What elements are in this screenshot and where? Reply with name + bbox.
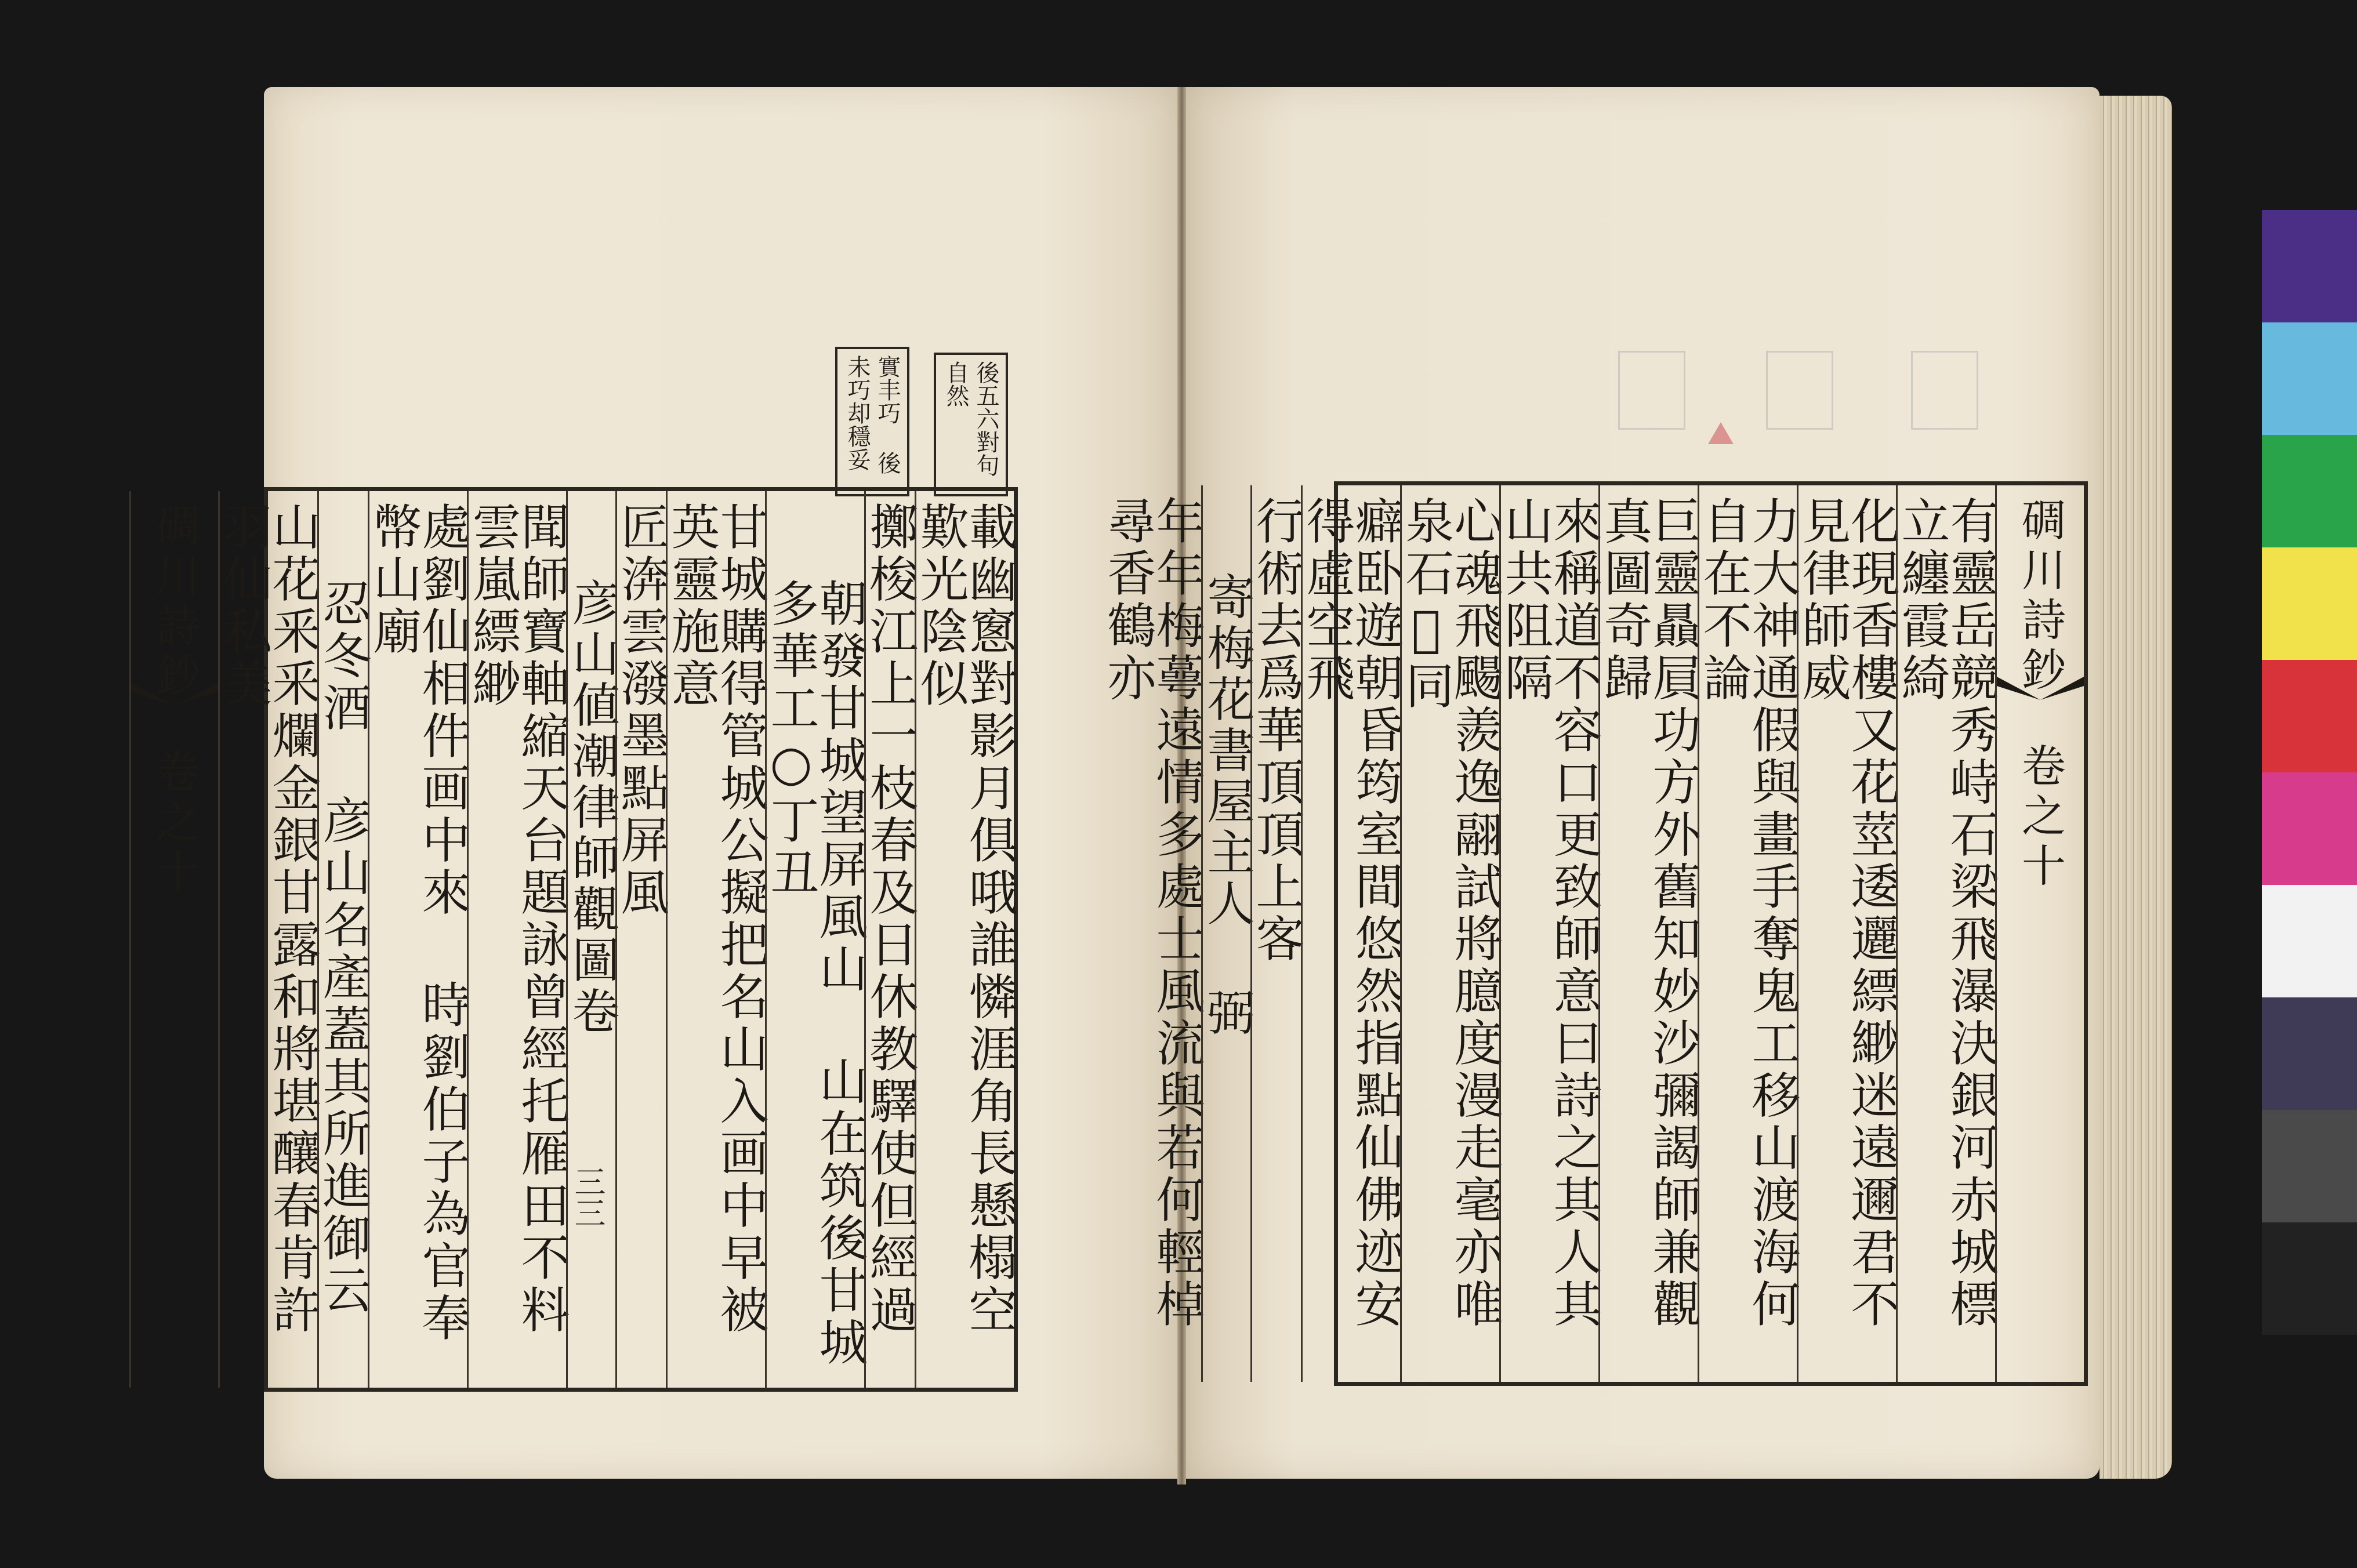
right-column-5: 來稱道不容口更致師意曰詩之其人其山共阻隔 (1499, 485, 1598, 1382)
left-column-8: 處劉仙相件画中來 時劉伯子為官奉幣山廟 (368, 491, 467, 1388)
left-column-3: 朝發甘城望屏風山 山在筑後甘城 多華工○丁丑 (765, 491, 864, 1388)
color-swatch (2262, 435, 2357, 547)
right-column-1: 有靈岳競秀峙石梁飛瀑決銀河赤城標立纏霞綺 (1896, 485, 1995, 1382)
red-triangle-mark (1708, 422, 1734, 444)
right-column-7: 癖卧遊朝昏筠室間悠然指點仙佛迹安得虛空飛 (1301, 485, 1400, 1382)
show-through-stamp (1766, 351, 1833, 430)
right-column-10: 年年梅蕚遠情多處士風流與若何輕棹尋香鶴亦 (1100, 496, 1205, 1331)
left-column-1: 載幽窻對影月俱哦誰憐涯角長懸榻空歎光陰似 (915, 491, 1014, 1388)
color-swatch (2262, 1110, 2357, 1222)
left-column-10: 山花釆釆爛金銀甘露和將堪釀春肯許羽仙私美 (218, 491, 317, 1388)
color-swatch (2262, 885, 2357, 997)
left-column-6: 彦山値潮律師觀圖卷 (566, 491, 615, 1388)
color-swatch (2262, 772, 2357, 885)
right-text-frame (1100, 481, 2088, 1386)
right-page (1100, 87, 2099, 1479)
marginal-note-left: 實丰巧 後未巧却穩妥 (835, 347, 909, 496)
color-swatch (2262, 322, 2357, 435)
left-heart-volume: 卷之十 (148, 749, 201, 898)
right-column-4: 巨靈贔屓功方外舊知妙沙彌謁師兼觀真圖奇歸 (1598, 485, 1698, 1382)
color-swatch (2262, 660, 2357, 772)
right-heart-title: 碉川詩鈔 (2014, 497, 2066, 696)
right-column-9: 寄梅花書屋主人 弼 (1201, 485, 1250, 1382)
left-text-frame (148, 487, 1018, 1392)
right-columns (1100, 485, 2084, 1382)
color-swatch (2262, 1222, 2357, 1335)
folio-number: 三三 (570, 1166, 606, 1228)
marginal-note-right: 後五六對句自然 (934, 353, 1008, 496)
left-heart-column (129, 491, 218, 1388)
right-column-2: 化現香樓又花莖逶邐縹緲迷遠邇君不見律師威 (1797, 485, 1896, 1382)
open-book (148, 87, 2166, 1490)
left-column-2: 擲梭江上一枝春及日休教驛使但經過 (864, 491, 915, 1388)
color-swatch (2262, 210, 2357, 322)
color-swatch (2262, 547, 2357, 660)
left-columns (148, 491, 1018, 1388)
show-through-stamp (1911, 351, 1978, 430)
right-heart-column (1995, 485, 2084, 1382)
right-column-3: 力大神通假與畫手奪鬼工移山渡海何自在不論 (1698, 485, 1797, 1382)
right-heart-volume: 卷之十 (2014, 743, 2066, 892)
left-column-5: 匠渀雲潑墨點屏風 (615, 491, 666, 1388)
left-column-4: 甘城購得管城公擬把名山入画中早被英靈施意 (666, 491, 765, 1388)
book-fore-edge (2099, 96, 2172, 1479)
right-column-6: 心魂飛颺羨逸翮試將臆度漫走毫亦唯泉石𢜧同 (1400, 485, 1499, 1382)
left-page (148, 87, 1177, 1479)
left-column-7: 聞師寶軸縮天台題詠曾經托雁田不料雲嵐縹緲 (467, 491, 566, 1388)
right-column-8: 行術去爲華頂頂上客 (1250, 485, 1301, 1382)
left-column-9: 忍冬酒 彦山名產蓋其所進御云 (317, 491, 368, 1388)
left-heart-title: 碉川詩鈔 (148, 503, 201, 702)
color-swatch (2262, 997, 2357, 1110)
color-calibration-bar (2262, 210, 2357, 1335)
show-through-stamp (1618, 351, 1685, 430)
